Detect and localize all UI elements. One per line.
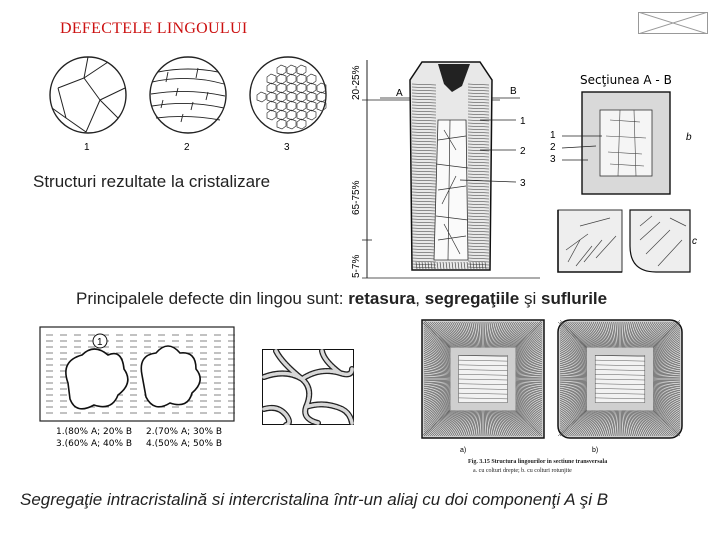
defect-shrinkage: retasura [348,289,416,308]
zone-label-bottom: 5-7% [351,254,362,278]
defects-prefix: Principalele defecte din lingou sunt: [76,289,349,308]
zone-label-middle: 65-75% [351,180,362,215]
intercrystalline-figure [262,349,354,425]
circle-label-1: 1 [84,142,90,153]
section-title: Secţiunea A - B [580,73,672,87]
section-number-2: 2 [550,142,556,153]
defect-blowholes: suflurile [540,289,608,308]
ingot-diagram [340,40,700,285]
defects-sentence [76,289,607,309]
circle-label-3: 3 [284,142,290,153]
slide-title: DEFECTELE LINGOULUI [60,20,248,37]
sub-label-b: b) [592,447,599,454]
ingot-number-2: 2 [520,146,526,157]
structure-1-circle [50,57,126,133]
ingot-number-3: 3 [520,178,526,189]
composition-note-1: 1.(80% A; 20% B [56,427,133,437]
section-number-1: 1 [550,130,556,141]
crystallization-structures-figure [38,48,338,158]
cross-section-b [558,320,682,438]
composition-note-2: 2.(70% A; 30% B [146,427,223,437]
sub-label-a: a) [460,447,467,454]
close-icon[interactable] [638,12,708,34]
composition-note-4: 4.(50% A; 50% B [146,439,223,449]
ingot-number-1: 1 [520,116,526,127]
section-number-3: 3 [550,154,556,165]
bottom-caption: Segregaţie intracristalină si intercristalina într-un aliaj cu doi componenţi A şi B [20,490,609,509]
letter-b: b [686,132,692,143]
defects-sep-2: şi [519,289,541,308]
section-point-b: B [510,86,517,97]
cross-section-a [422,320,544,438]
segregation-figure [38,325,238,450]
defect-segregation: segregaţiile [424,289,520,308]
composition-note-3: 3.(60% A; 40% B [56,439,133,449]
defects-sep-1: , [415,289,425,308]
ingot-cross-sections [410,318,690,468]
circle-label-2: 2 [184,142,190,153]
structures-caption: Structuri rezultate la cristalizare [33,172,271,191]
figure-caption-line-2: a. cu colturi drepte; b. cu colturi rotunjite [473,468,572,474]
letter-c: c [692,236,697,247]
structure-2-circle [150,57,226,133]
section-point-a: A [396,88,403,99]
structure-3-circle [250,57,326,133]
zone-label-top: 20-25% [351,65,362,100]
figure-caption-line-1: Fig. 3.15 Structura lingourilor in sectiune transversala [468,459,608,465]
segregation-circle-label: 1 [97,337,103,348]
